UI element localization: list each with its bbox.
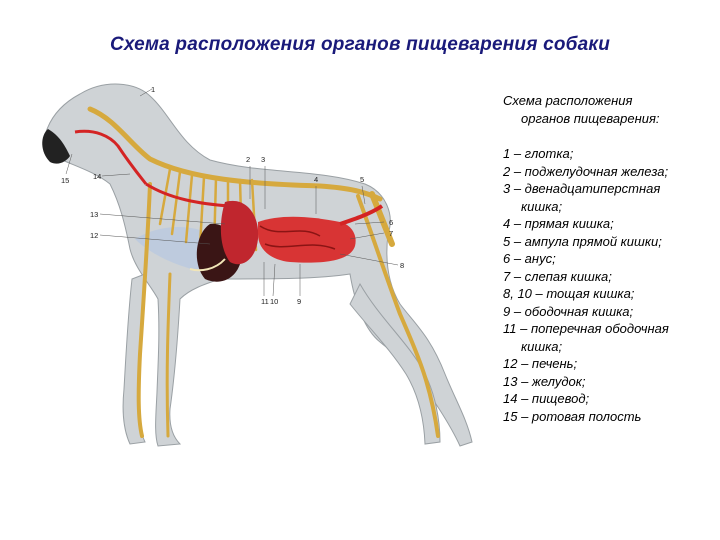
page-title: Схема расположения органов пищеварения собаки xyxy=(109,34,611,55)
dog-anatomy-diagram xyxy=(20,74,490,524)
legend-item: 14 – пищевод; xyxy=(503,391,590,406)
callout-5: 5 xyxy=(360,175,365,184)
callout-1: 1 xyxy=(151,85,156,94)
legend-item: 13 – желудок; xyxy=(503,373,586,389)
callout-9: 9 xyxy=(297,297,302,306)
callout-14: 14 xyxy=(93,172,102,181)
legend-item: 3 – двенадцатиперстная xyxy=(503,181,661,196)
legend-item: 9 – ободочная кишка; xyxy=(503,303,634,319)
legend-heading xyxy=(503,92,718,127)
callout-4: 4 xyxy=(314,175,319,184)
callout-15: 15 xyxy=(61,176,70,185)
callout-13: 13 xyxy=(90,210,99,219)
legend-item: 7 – слепая кишка; xyxy=(503,268,612,284)
legend xyxy=(503,92,718,425)
legend-item: 1 – глотка; xyxy=(503,146,574,161)
dog-anatomy-svg xyxy=(20,74,490,524)
legend-item: 8, 10 – тощая кишка; xyxy=(503,286,635,301)
callout-8: 8 xyxy=(400,261,405,270)
legend-heading-line-2: органов пищеварения: xyxy=(521,110,660,126)
legend-item: 5 – ампула прямой кишки; xyxy=(503,233,662,249)
legend-item: кишка; xyxy=(521,198,563,214)
legend-heading-line-1: Схема расположения xyxy=(503,93,633,108)
legend-item: 12 – печень; xyxy=(503,356,578,371)
legend-item: 2 – поджелудочная железа; xyxy=(503,163,669,179)
callout-7: 7 xyxy=(389,229,394,238)
callout-11: 11 xyxy=(261,297,269,306)
callout-10: 10 xyxy=(270,297,279,306)
callout-2: 2 xyxy=(246,155,251,164)
callout-3: 3 xyxy=(261,155,266,164)
legend-item: 6 – анус; xyxy=(503,251,556,266)
callout-12: 12 xyxy=(90,231,99,240)
legend-item: 15 – ротовая полость xyxy=(503,408,642,424)
legend-item: 11 – поперечная ободочная xyxy=(503,321,669,336)
legend-item: 4 – прямая кишка; xyxy=(503,216,614,231)
callout-6: 6 xyxy=(389,218,394,227)
legend-item: кишка; xyxy=(521,338,563,354)
